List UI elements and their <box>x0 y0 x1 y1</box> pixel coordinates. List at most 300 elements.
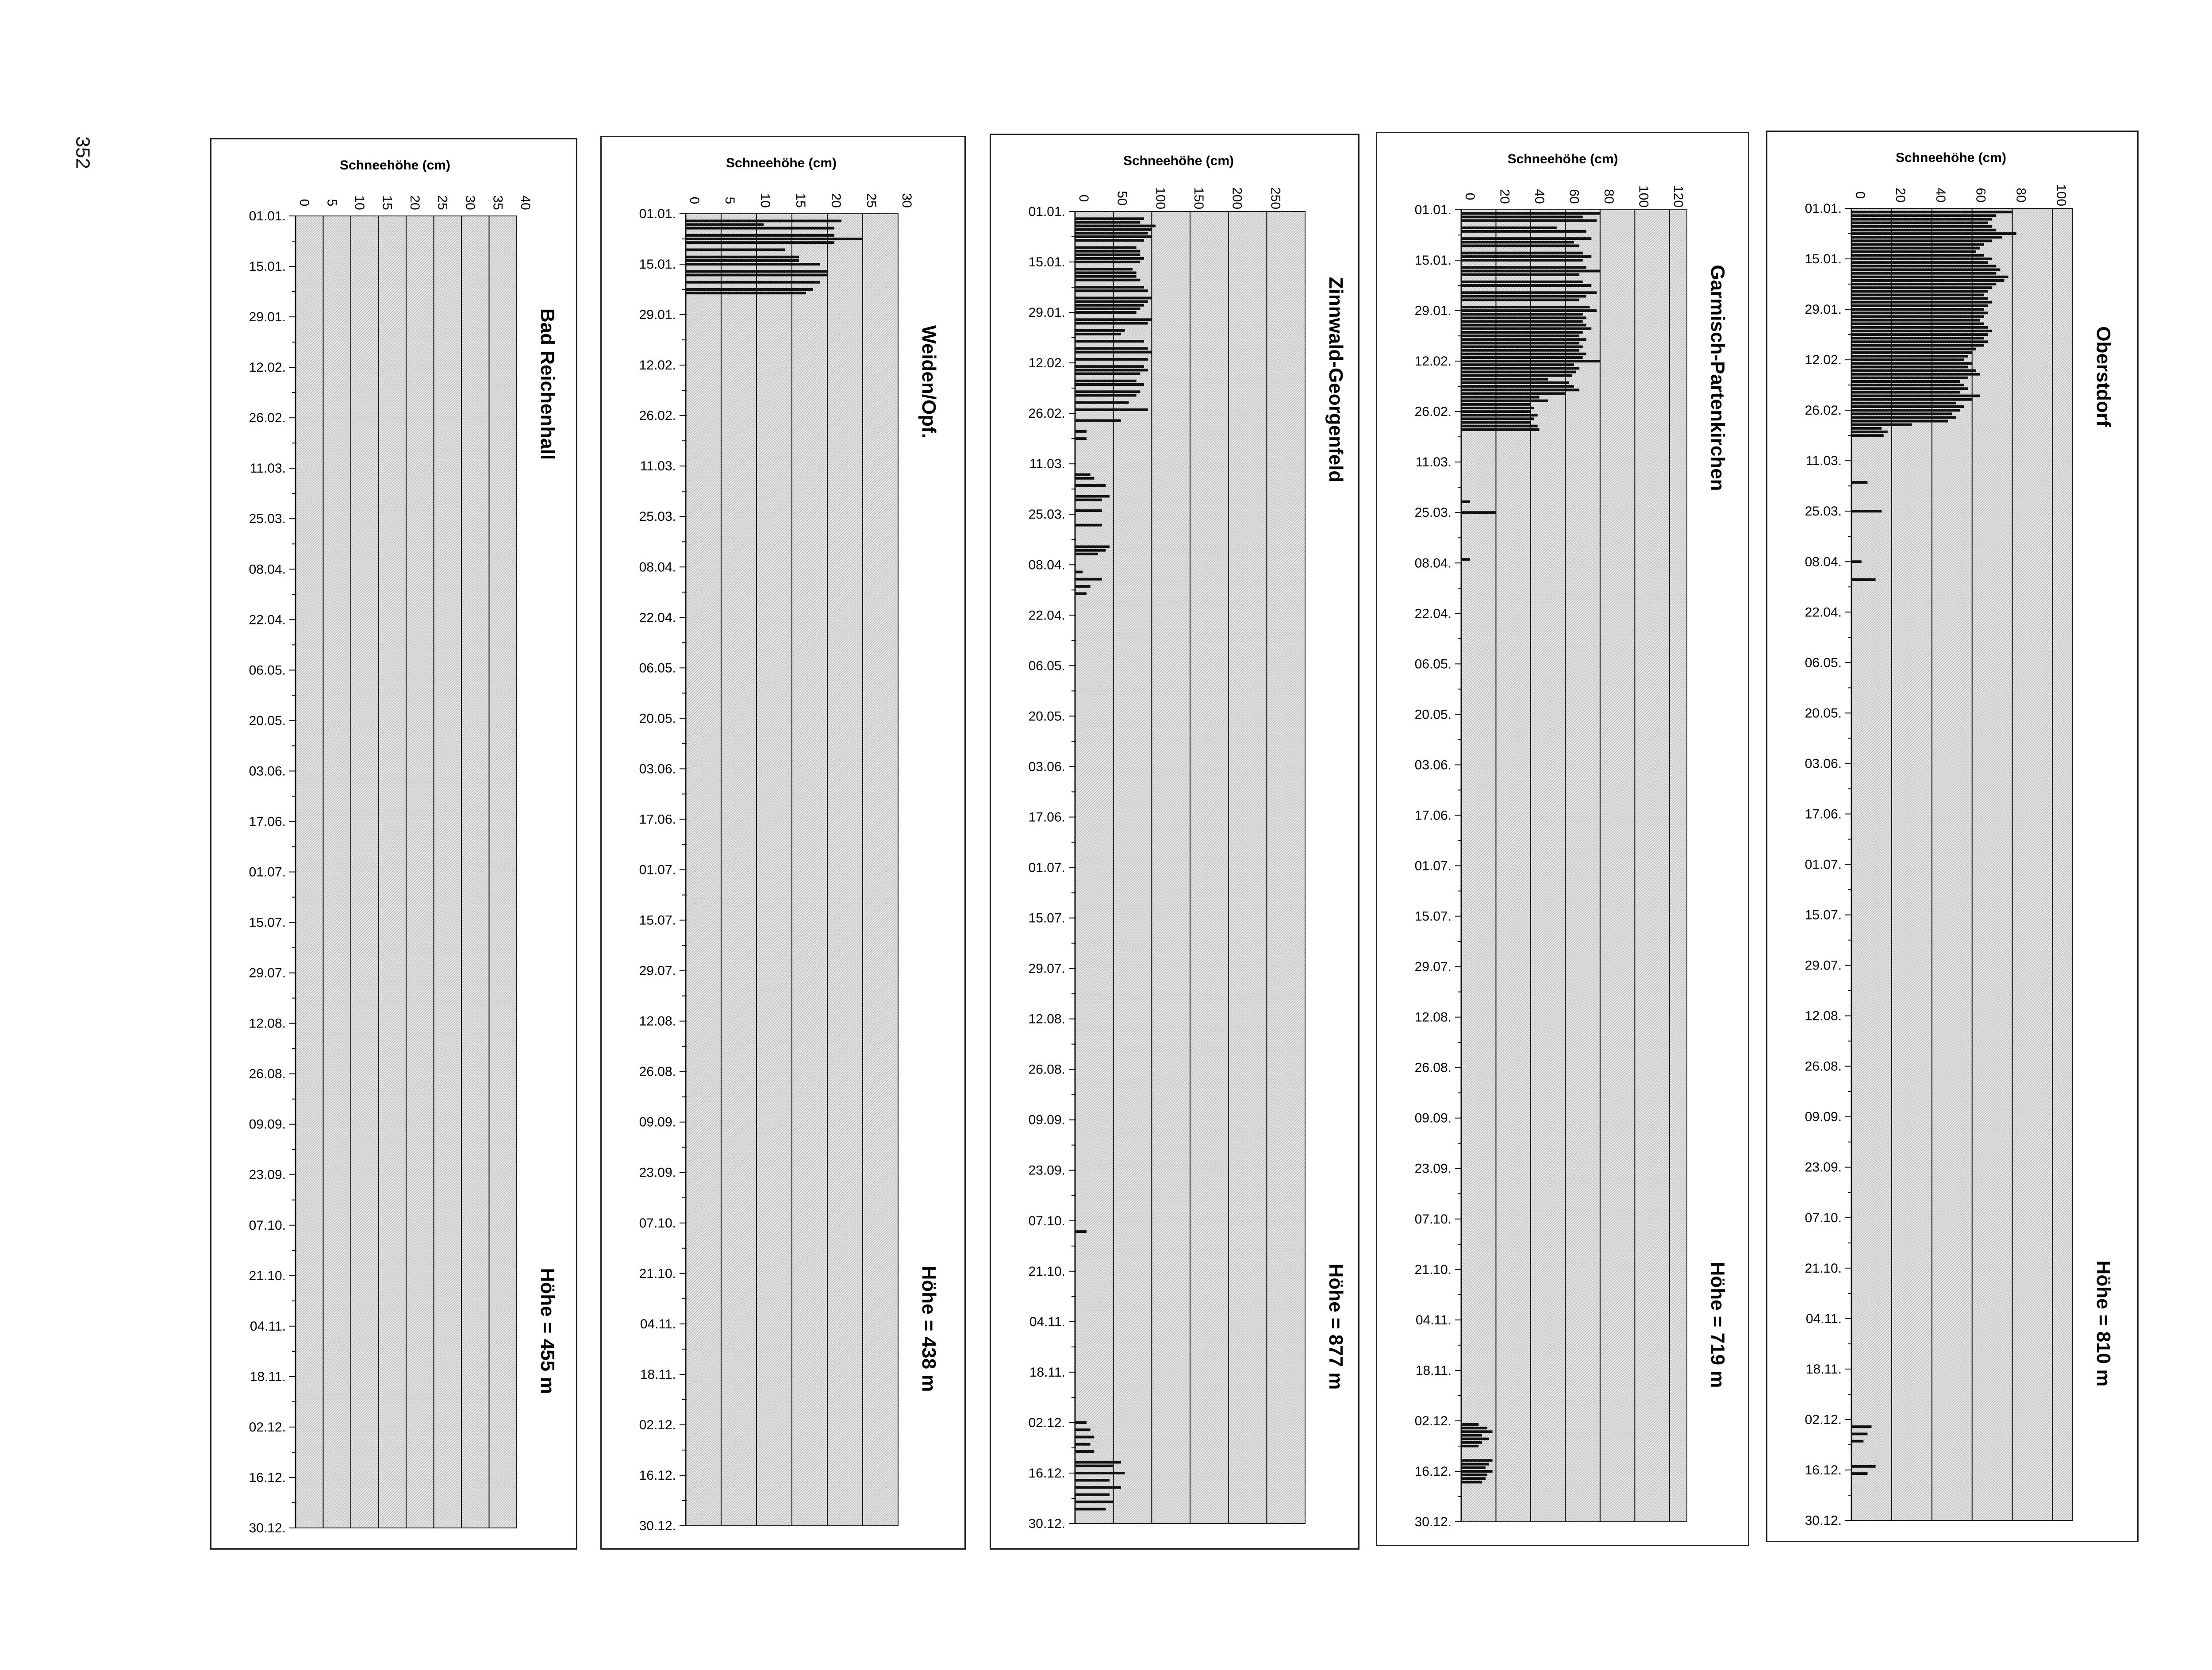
date-tick-label: 26.02. <box>1805 403 1842 418</box>
chart-panel-bad-reichenhall <box>210 138 577 1550</box>
date-tick-label: 15.01. <box>1028 255 1065 270</box>
snow-bar <box>1461 320 1583 323</box>
snow-bar <box>1851 384 1964 386</box>
snow-bar <box>1851 366 1968 368</box>
snow-bar <box>1461 360 1600 362</box>
snow-bar <box>1075 585 1091 588</box>
snow-bar <box>1461 281 1583 283</box>
snow-bar <box>1075 340 1144 342</box>
snow-bar <box>1075 322 1148 325</box>
snow-bar <box>1851 337 1984 339</box>
snow-bar <box>1851 222 1988 224</box>
date-tick-label: 01.07. <box>1028 860 1065 875</box>
snow-bar <box>1461 558 1470 561</box>
x-tick-label: 200 <box>1229 187 1244 210</box>
snow-bar <box>1851 358 1964 361</box>
snow-bar <box>1461 327 1591 330</box>
snow-bar <box>1075 250 1140 253</box>
date-tick-label: 12.02. <box>1805 353 1842 368</box>
chart-svg-garmisch <box>1377 133 1748 1545</box>
x-tick-label: 25 <box>864 193 879 208</box>
x-tick-label: 0 <box>1463 192 1477 200</box>
x-tick-label: 5 <box>324 199 339 207</box>
snow-bar <box>1461 266 1586 269</box>
snow-bar <box>1851 283 1996 285</box>
snow-bar <box>1461 244 1579 247</box>
snow-bar <box>1461 219 1597 222</box>
date-tick-label: 15.01. <box>1414 253 1452 268</box>
snow-bar <box>1461 511 1496 514</box>
snow-bar <box>1461 407 1534 409</box>
snow-bar <box>686 288 813 291</box>
plot-area <box>1461 210 1687 1522</box>
snow-bar <box>1075 394 1137 396</box>
date-tick-label: 04.11. <box>1029 1314 1065 1329</box>
snow-bar <box>1461 342 1579 344</box>
date-tick-label: 17.06. <box>639 812 676 827</box>
snow-bar <box>1851 391 1960 393</box>
date-tick-label: 30.12. <box>1805 1513 1842 1528</box>
snow-bar <box>1075 592 1087 595</box>
date-tick-label: 02.12. <box>1028 1415 1065 1430</box>
date-tick-label: 25.03. <box>1414 505 1452 520</box>
date-tick-label: 22.04. <box>1028 608 1065 623</box>
snow-bar <box>1461 414 1538 416</box>
date-tick-label: 30.12. <box>249 1521 286 1535</box>
snow-bar <box>1851 340 1988 343</box>
snow-bar <box>1461 356 1583 359</box>
x-tick-label: 80 <box>1601 189 1616 204</box>
snow-bar <box>1461 363 1574 366</box>
date-tick-label: 18.11. <box>1029 1365 1065 1380</box>
x-tick-label: 25 <box>435 195 450 210</box>
snow-bar <box>1075 1230 1087 1233</box>
snow-bar <box>1461 1477 1486 1480</box>
date-tick-label: 01.01. <box>1805 201 1842 216</box>
date-tick-label: 07.10. <box>639 1216 676 1231</box>
date-tick-label: 25.03. <box>249 512 286 527</box>
snow-bar <box>1461 291 1597 294</box>
snow-bar <box>1461 309 1597 312</box>
snow-bar <box>1851 265 1996 267</box>
elevation-label: Höhe = 455 m <box>537 1268 558 1394</box>
x-tick-label: 20 <box>1497 189 1512 204</box>
date-tick-label: 30.12. <box>1414 1515 1452 1529</box>
snow-bar <box>1851 398 1972 401</box>
date-tick-label: 02.12. <box>639 1417 676 1432</box>
x-tick-label: 15 <box>380 195 395 210</box>
date-tick-label: 15.07. <box>249 915 286 930</box>
snow-bar <box>1851 261 1988 264</box>
x-tick-label: 0 <box>687 196 702 204</box>
x-tick-label: 250 <box>1268 187 1283 210</box>
snow-bar <box>686 270 827 273</box>
snow-bar <box>1851 297 1988 300</box>
snow-bar <box>1851 362 1972 365</box>
x-axis-title: Schneehöhe (cm) <box>726 156 837 170</box>
date-tick-label: 12.02. <box>249 360 286 375</box>
snow-bar <box>1851 412 1952 415</box>
snow-bar <box>1851 308 1984 311</box>
chart-panel-weiden <box>600 136 966 1550</box>
snow-bar <box>1851 405 1964 408</box>
snow-bar <box>1461 237 1591 240</box>
snow-bar <box>1851 293 1984 296</box>
date-tick-label: 12.02. <box>1414 354 1452 369</box>
date-tick-label: 09.09. <box>249 1117 286 1132</box>
date-tick-label: 11.03. <box>1415 455 1452 470</box>
x-tick-label: 150 <box>1191 187 1206 210</box>
date-tick-label: 25.03. <box>639 509 676 524</box>
x-axis-title: Schneehöhe (cm) <box>1507 152 1618 166</box>
snow-bar <box>1851 319 1980 322</box>
snow-bar <box>1461 1459 1493 1462</box>
snow-bar <box>1461 385 1574 388</box>
snow-bar <box>1075 1443 1091 1446</box>
snow-bar <box>686 223 764 226</box>
date-tick-label: 23.09. <box>1028 1163 1065 1178</box>
snow-bar <box>1075 279 1140 281</box>
snow-bar <box>1851 279 2004 282</box>
snow-bar <box>1851 312 1988 314</box>
date-tick-label: 22.04. <box>1805 605 1842 620</box>
date-tick-label: 06.05. <box>1805 655 1842 670</box>
snow-bar <box>1075 430 1087 433</box>
snow-bar <box>1075 296 1152 299</box>
snow-bar <box>686 241 834 244</box>
date-tick-label: 02.12. <box>249 1420 286 1435</box>
snow-bar <box>1075 358 1148 361</box>
snow-bar <box>1851 344 1984 347</box>
snow-bar <box>1075 1421 1087 1424</box>
snow-bar <box>1075 311 1137 314</box>
snow-bar <box>1075 383 1144 386</box>
snow-bar <box>1075 271 1137 274</box>
snow-bar <box>1075 1465 1114 1467</box>
date-tick-label: 11.03. <box>250 461 286 476</box>
snow-bar <box>1075 268 1133 270</box>
date-tick-label: 08.04. <box>1805 554 1842 569</box>
snow-bar <box>1075 401 1129 404</box>
snow-bar <box>1461 269 1600 272</box>
date-tick-label: 12.02. <box>1028 356 1065 371</box>
snow-bar <box>686 273 827 276</box>
date-tick-label: 21.10. <box>1414 1262 1452 1277</box>
snow-bar <box>1075 365 1144 368</box>
snow-bar <box>1075 484 1106 487</box>
snow-bar <box>1851 1433 1867 1435</box>
date-tick-label: 26.02. <box>639 408 676 423</box>
date-tick-label: 26.08. <box>1028 1062 1065 1077</box>
snow-bar <box>1851 250 1976 253</box>
snow-bar <box>1075 232 1148 235</box>
date-tick-label: 26.02. <box>1414 404 1452 419</box>
date-tick-label: 09.09. <box>1414 1111 1452 1126</box>
date-tick-label: 21.10. <box>249 1268 286 1283</box>
date-tick-label: 16.12. <box>1414 1464 1452 1479</box>
snow-bar <box>1075 408 1148 411</box>
snow-bar <box>1461 241 1574 243</box>
snow-bar <box>1075 300 1148 303</box>
snow-bar <box>686 219 841 222</box>
date-tick-label: 08.04. <box>1414 556 1452 571</box>
x-tick-label: 80 <box>2013 188 2028 203</box>
snow-bar <box>1851 247 1980 250</box>
snow-bar <box>1461 331 1583 334</box>
snow-bar <box>1461 378 1548 381</box>
snow-bar <box>1851 330 1992 332</box>
snow-bar <box>1461 425 1538 427</box>
elevation-label: Höhe = 438 m <box>918 1266 940 1392</box>
snow-bar <box>1461 1434 1482 1437</box>
x-tick-label: 100 <box>1153 187 1168 210</box>
date-tick-label: 09.09. <box>1028 1112 1065 1127</box>
date-tick-label: 16.12. <box>249 1470 286 1485</box>
snow-bar <box>1075 308 1140 310</box>
snow-bar <box>1851 416 1956 419</box>
snow-bar <box>1461 335 1579 337</box>
snow-bar <box>1851 387 1968 390</box>
chart-panel-oberstdorf <box>1766 131 2139 1542</box>
snow-bar <box>1851 229 1996 231</box>
date-tick-label: 12.08. <box>639 1014 676 1029</box>
snow-bar <box>1075 318 1152 321</box>
x-tick-label: 60 <box>1973 188 1988 203</box>
snow-bar <box>1075 257 1144 260</box>
station-name-label: Oberstdorf <box>2093 326 2114 427</box>
snow-bar <box>1851 373 1980 376</box>
date-tick-label: 20.05. <box>1805 706 1842 721</box>
page-number: 352 <box>72 136 94 169</box>
snow-bar <box>1851 369 1976 372</box>
date-tick-label: 30.12. <box>639 1519 676 1533</box>
date-tick-label: 30.12. <box>1028 1516 1065 1531</box>
date-tick-label: 02.12. <box>1414 1413 1452 1428</box>
date-tick-label: 17.06. <box>249 814 286 829</box>
snow-bar <box>1461 389 1579 391</box>
snow-bar <box>1851 348 1976 350</box>
station-name-label: Weiden/Opf. <box>918 325 940 439</box>
date-tick-label: 20.05. <box>249 713 286 728</box>
date-tick-label: 21.10. <box>639 1266 676 1281</box>
snow-bar <box>1851 510 1882 512</box>
snow-bar <box>686 238 863 240</box>
date-tick-label: 15.01. <box>249 259 286 274</box>
date-tick-label: 20.05. <box>639 711 676 726</box>
snow-bar <box>1851 560 1862 563</box>
date-tick-label: 08.04. <box>249 562 286 577</box>
date-tick-label: 04.11. <box>250 1319 286 1334</box>
date-tick-label: 08.04. <box>639 560 676 575</box>
snow-bar <box>1075 304 1144 307</box>
date-tick-label: 03.06. <box>1805 756 1842 771</box>
snow-bar <box>1461 324 1586 327</box>
snow-bar <box>1075 437 1087 440</box>
date-tick-label: 25.03. <box>1805 504 1842 519</box>
snow-bar <box>1075 1493 1110 1496</box>
date-tick-label: 01.07. <box>1805 857 1842 872</box>
x-tick-label: 50 <box>1114 191 1129 206</box>
x-tick-label: 35 <box>490 195 505 210</box>
date-tick-label: 07.10. <box>249 1218 286 1233</box>
snow-bar <box>1075 495 1110 498</box>
date-tick-label: 16.12. <box>639 1468 676 1483</box>
chart-panel-garmisch <box>1376 132 1749 1546</box>
snow-bar <box>1851 1440 1863 1443</box>
date-tick-label: 29.01. <box>1805 302 1842 317</box>
snow-bar <box>1851 1465 1876 1468</box>
date-tick-label: 15.07. <box>1414 909 1452 924</box>
x-tick-label: 40 <box>1532 189 1547 204</box>
snow-bar <box>1075 1479 1110 1481</box>
date-tick-label: 17.06. <box>1805 807 1842 822</box>
date-tick-label: 21.10. <box>1028 1264 1065 1279</box>
station-name-label: Bad Reichenhall <box>537 308 558 460</box>
x-tick-label: 40 <box>518 195 533 210</box>
snow-bar <box>686 227 834 230</box>
x-tick-label: 100 <box>1636 185 1651 208</box>
x-tick-label: 20 <box>407 195 422 210</box>
snow-bar <box>1461 338 1586 341</box>
snow-bar <box>1075 390 1140 393</box>
date-tick-label: 20.05. <box>1028 709 1065 724</box>
chart-panel-zinnwald <box>990 134 1359 1550</box>
snow-bar <box>1075 373 1140 375</box>
date-tick-label: 12.08. <box>1414 1010 1452 1025</box>
x-axis-title: Schneehöhe (cm) <box>1123 154 1234 168</box>
snow-bar <box>1851 1472 1867 1475</box>
date-tick-label: 01.01. <box>1414 203 1452 217</box>
snow-bar <box>1461 252 1583 254</box>
snow-bar <box>1851 236 2002 239</box>
snow-bar <box>1075 1508 1106 1510</box>
snow-bar <box>1075 228 1152 231</box>
x-tick-label: 120 <box>1671 185 1686 208</box>
snow-bar <box>1075 1461 1121 1464</box>
snow-bar <box>686 259 799 262</box>
snow-bar <box>1851 395 1980 397</box>
snow-bar <box>1461 1466 1486 1469</box>
snow-bar <box>1461 410 1531 413</box>
date-tick-label: 06.05. <box>1028 658 1065 673</box>
snow-bar <box>1461 215 1583 218</box>
date-tick-label: 18.11. <box>250 1369 286 1384</box>
date-tick-label: 15.07. <box>639 913 676 928</box>
snow-bar <box>1075 1450 1094 1453</box>
snow-bar <box>1461 417 1534 420</box>
date-tick-label: 18.11. <box>1805 1362 1842 1377</box>
date-tick-label: 12.08. <box>249 1016 286 1031</box>
snow-bar <box>1461 346 1583 348</box>
snow-bar <box>1461 259 1583 262</box>
snow-bar <box>1461 1441 1482 1444</box>
date-tick-label: 26.02. <box>249 411 286 426</box>
date-tick-label: 12.08. <box>1805 1008 1842 1024</box>
snow-bar <box>1461 306 1590 308</box>
snow-bar <box>1461 1423 1479 1426</box>
snow-bar <box>1461 400 1548 402</box>
snow-bar <box>686 292 806 294</box>
snow-bar <box>1461 1430 1493 1433</box>
date-tick-label: 03.06. <box>249 764 286 779</box>
snow-bar <box>1851 243 1984 246</box>
chart-svg-zinnwald <box>991 135 1358 1548</box>
snow-bar <box>1851 304 1988 307</box>
snow-bar <box>1461 381 1569 384</box>
x-axis-title: Schneehöhe (cm) <box>1895 150 2007 165</box>
snow-bar <box>1075 217 1144 220</box>
date-tick-label: 23.09. <box>1805 1160 1842 1175</box>
snow-bar <box>1461 1445 1479 1447</box>
date-tick-label: 08.04. <box>1028 558 1065 573</box>
date-tick-label: 01.07. <box>639 862 676 877</box>
snow-bar <box>1851 377 1968 379</box>
date-tick-label: 01.01. <box>639 207 676 221</box>
snow-bar <box>686 256 799 258</box>
x-tick-label: 0 <box>297 199 311 207</box>
date-tick-label: 29.07. <box>639 963 676 978</box>
snow-bar <box>1075 351 1152 354</box>
elevation-label: Höhe = 877 m <box>1325 1263 1347 1390</box>
snow-bar <box>1851 409 1960 412</box>
snow-bar <box>1075 553 1098 555</box>
snow-bar <box>1851 351 1972 354</box>
snow-bar <box>1461 255 1591 258</box>
date-tick-label: 09.09. <box>639 1115 676 1130</box>
date-tick-label: 12.08. <box>1028 1012 1065 1027</box>
snow-bar <box>1461 1463 1489 1466</box>
snow-bar <box>1461 212 1600 215</box>
date-tick-label: 03.06. <box>639 762 676 777</box>
date-tick-label: 29.01. <box>249 310 286 325</box>
snow-bar <box>1075 254 1140 256</box>
x-tick-label: 30 <box>899 193 914 208</box>
snow-bar <box>1461 316 1586 319</box>
date-tick-label: 12.02. <box>639 358 676 373</box>
snow-bar <box>1075 1486 1121 1489</box>
x-tick-label: 100 <box>2054 184 2069 207</box>
snow-bar <box>1075 380 1137 382</box>
x-tick-label: 10 <box>758 193 772 208</box>
snow-bar <box>1461 428 1540 431</box>
plot-area <box>1851 208 2073 1520</box>
snow-bar <box>686 234 834 237</box>
date-tick-label: 18.11. <box>1415 1363 1452 1378</box>
snow-bar <box>1851 211 2012 213</box>
snow-bar <box>1075 225 1156 227</box>
date-tick-label: 11.03. <box>640 459 676 474</box>
snow-bar <box>1075 329 1125 332</box>
snow-bar <box>1851 333 1988 336</box>
snow-bar <box>1075 333 1121 335</box>
date-tick-label: 29.07. <box>1028 961 1065 976</box>
snow-bar <box>1851 232 2016 235</box>
snow-bar <box>1851 323 1984 325</box>
snow-bar <box>1461 349 1579 352</box>
date-tick-label: 22.04. <box>249 612 286 627</box>
x-axis-title: Schneehöhe (cm) <box>339 158 451 173</box>
snow-bar <box>1851 218 1992 220</box>
elevation-label: Höhe = 719 m <box>1707 1262 1728 1388</box>
date-tick-label: 03.06. <box>1028 759 1065 774</box>
date-tick-label: 20.05. <box>1414 707 1452 722</box>
snow-bar <box>1851 258 1992 260</box>
snow-bar <box>1851 239 1992 242</box>
date-tick-label: 04.11. <box>1805 1311 1842 1326</box>
date-tick-label: 22.04. <box>639 610 676 625</box>
snow-bar <box>1851 434 1884 437</box>
snow-bar <box>1461 227 1557 229</box>
